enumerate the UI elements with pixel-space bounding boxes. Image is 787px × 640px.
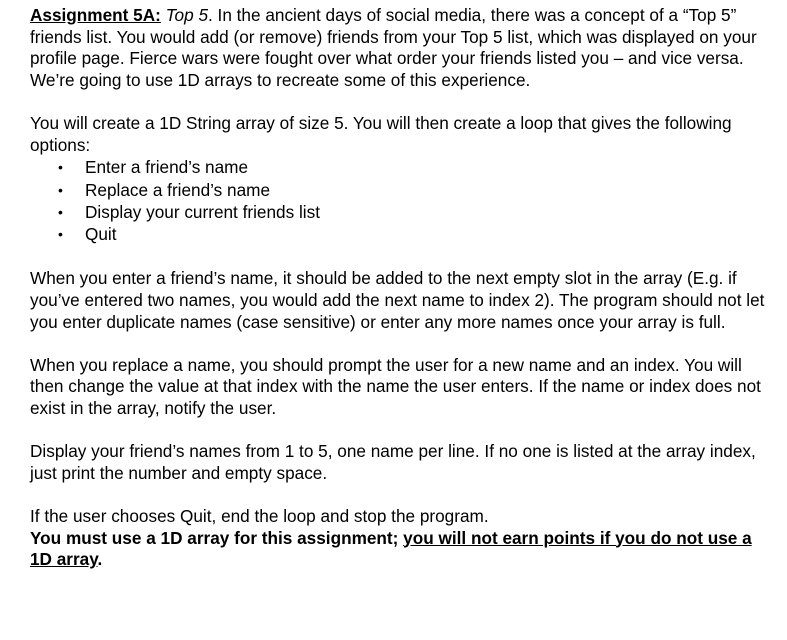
option-label: Quit: [85, 224, 117, 245]
option-label: Enter a friend’s name: [85, 157, 249, 178]
paragraph-gap: [30, 484, 767, 506]
paragraph-gap: [30, 333, 767, 355]
assignment-title: Top 5: [165, 5, 208, 25]
paragraph-gap: [30, 91, 767, 113]
intro-text: . In the ancient days of social media, there was a concept of a “Top 5” friends list. You would add (or remove) friends from your Top 5 list, which was displayed on your profile page. Fierce wars were fought over what order your friends listed you – and vice versa. We’re going to use 1D arrays to recreate some of this experience.: [30, 5, 757, 90]
option-item-display: [55, 201, 767, 223]
paragraph-gap: [30, 246, 767, 268]
replace-name-paragraph: When you replace a name, you should prompt the user for a new name and an index. You will then change the value at that index with the name the user enters. If the name or index does not exist in the array, notify the user.: [30, 354, 761, 418]
bullet-icon: •: [58, 159, 63, 176]
requirement-warning: you will not earn points if you do not use a 1D array: [30, 527, 752, 570]
requirement-note: [30, 528, 767, 571]
assignment-label: Assignment 5A:: [30, 5, 161, 25]
display-list-paragraph: Display your friend’s names from 1 to 5, one name per line. If no one is listed at the array index, just print the number and empty space.: [30, 441, 756, 483]
option-item-quit: [55, 223, 767, 245]
intro-paragraph: [30, 5, 767, 91]
quit-paragraph: If the user chooses Quit, end the loop and stop the program.: [30, 505, 489, 526]
options-list: [30, 156, 767, 246]
bullet-icon: •: [58, 181, 63, 198]
option-item-replace: [55, 179, 767, 201]
bullet-icon: •: [58, 226, 63, 243]
options-intro-paragraph: You will create a 1D String array of size 5. You will then create a loop that gives the following options:: [30, 112, 732, 155]
option-label: Display your current friends list: [85, 201, 320, 222]
option-label: Replace a friend’s name: [85, 179, 271, 200]
enter-name-paragraph: When you enter a friend’s name, it should be added to the next empty slot in the array (E.g. if you’ve entered two names, you would add the next name to index 2). The program should not let you enter duplicate names (case sensitive) or enter any more names once your array is full.: [30, 268, 765, 332]
paragraph-gap: [30, 420, 767, 442]
bullet-icon: •: [58, 203, 63, 220]
option-item-enter: [55, 156, 767, 178]
requirement-end: .: [97, 549, 103, 570]
requirement-lead: You must use a 1D array for this assignment;: [30, 527, 404, 548]
